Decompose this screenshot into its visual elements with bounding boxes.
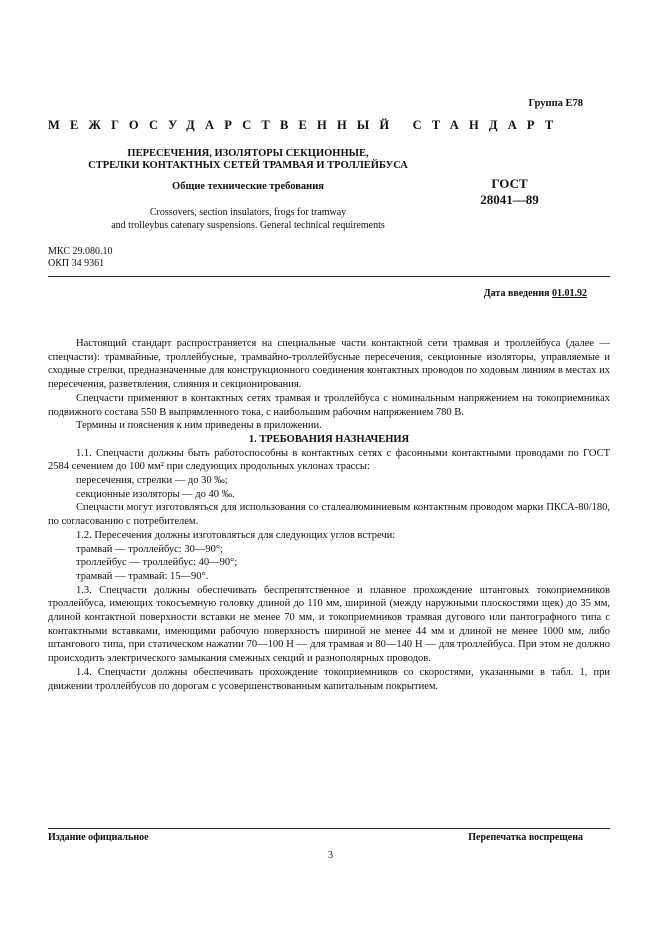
clause-1-2-item-b: троллейбус — троллейбус: 40—90°;	[76, 557, 238, 569]
english-title	[48, 206, 448, 232]
clause-1-2: 1.2. Пересечения должны изготовляться для следующих углов встречи:	[76, 529, 396, 541]
document-subtitle: Общие технические требования	[172, 181, 324, 192]
interstate-standard-banner: МЕЖГОСУДАРСТВЕННЫЙ СТАНДАРТ	[48, 118, 564, 132]
gost-number: 28041—89	[480, 192, 539, 207]
clause-1-2-item-c: трамвай — трамвай: 15—90°.	[76, 570, 209, 582]
document-title	[48, 148, 448, 172]
clause-1-1-item-b: секционные изоляторы — до 40 ‰.	[76, 488, 235, 500]
clause-1-2-item-a: трамвай — троллейбус: 30—90°;	[76, 543, 223, 555]
english-title-line-1: Crossovers, section insulators, frogs for tramway	[149, 207, 347, 218]
classification-codes	[48, 246, 112, 270]
header-divider	[48, 276, 610, 277]
reprint-prohibited-note: Перепечатка воспрещена	[468, 832, 583, 843]
intro-paragraph-2: Спецчасти применяют в контактных сетях трамвая и троллейбуса с номинальным напряжением на токоприемниках подвижного состава 550 В выпрямленного тока, с наибольшим рабочим напряжением 780 В.	[48, 392, 610, 418]
clause-1-1-item-a: пересечения, стрелки — до 30 ‰;	[76, 475, 228, 487]
title-line-1: ПЕРЕСЕЧЕНИЯ, ИЗОЛЯТОРЫ СЕКЦИОННЫЕ,	[127, 148, 369, 159]
footer-divider	[48, 828, 610, 829]
intro-paragraph-3: Термины и пояснения к ним приведены в приложении.	[76, 420, 322, 432]
title-line-2: СТРЕЛКИ КОНТАКТНЫХ СЕТЕЙ ТРАМВАЯ И ТРОЛЛЕЙБУСА	[88, 160, 408, 171]
clause-1-3: 1.3. Спецчасти должны обеспечивать беспрепятственное и плавное прохождение штанговых токоприемников троллейбуса, имеющих токосъемную головку длиной до 110 мм, шириной (между наружными плоскостями щек) до 35 мм, длиной контактной поверхности вставки не менее 70 мм, и токоприемников трамвая дугового или пантографного типа с контактными вставками, имеющими рабочую поверхность шириной не менее 44 мм и длиной не менее 1000 мм, либо штангового типа, при статическом нажатии 70—100 Н — для трамвая и 80—140 Н — для троллейбуса. При этом не должно происходить электрического замыкания смежных секций и разнополярных проводов.	[48, 584, 610, 665]
official-edition-note: Издание официальное	[48, 832, 149, 843]
effective-date-label: Дата введения	[483, 288, 550, 299]
okp-code: ОКП 34 9361	[48, 258, 105, 269]
group-code: Группа Е78	[528, 98, 583, 109]
clause-1-4: 1.4. Спецчасти должны обеспечивать прохождение токоприемников со скоростями, указанными в табл. 1, при движении троллейбусов по дорогам с усовершенствованным капитальным покрытием.	[48, 666, 610, 692]
section-1-heading: 1. ТРЕБОВАНИЯ НАЗНАЧЕНИЯ	[248, 433, 410, 445]
mks-code: МКС 29.080.10	[48, 246, 113, 257]
page-number: 3	[328, 850, 333, 861]
clause-1-1: 1.1. Спецчасти должны быть работоспособны в контактных сетях с фасонными контактными проводами по ГОСТ 2584 сечением до 100 мм² при следующих продольных уклонах трассы:	[48, 447, 610, 473]
english-title-line-2: and trolleybus catenary suspensions. General technical requirements	[111, 220, 385, 231]
document-body	[48, 337, 610, 693]
gost-designation	[462, 176, 557, 208]
effective-date	[484, 288, 587, 299]
clause-1-1-note: Спецчасти могут изготовляться для использования со сталеалюминиевым контактным проводом марки ПКСА-80/180, по согласованию с потребителем.	[48, 502, 610, 528]
gost-label: ГОСТ	[491, 176, 528, 191]
intro-paragraph-1: Настоящий стандарт распространяется на специальные части контактной сети трамвая и троллейбуса (далее — спецчасти): трамвайные, троллейбусные, трамвайно-троллейбусные пересечения, секционные изоляторы, управляемые и сходные стрелки, предназначенные для конструкционного соединения контактных проводов по ходовым линиям в местах их пересечения, разветвления, слияния и секционирования.	[48, 338, 610, 391]
effective-date-value: 01.01.92	[552, 288, 587, 299]
